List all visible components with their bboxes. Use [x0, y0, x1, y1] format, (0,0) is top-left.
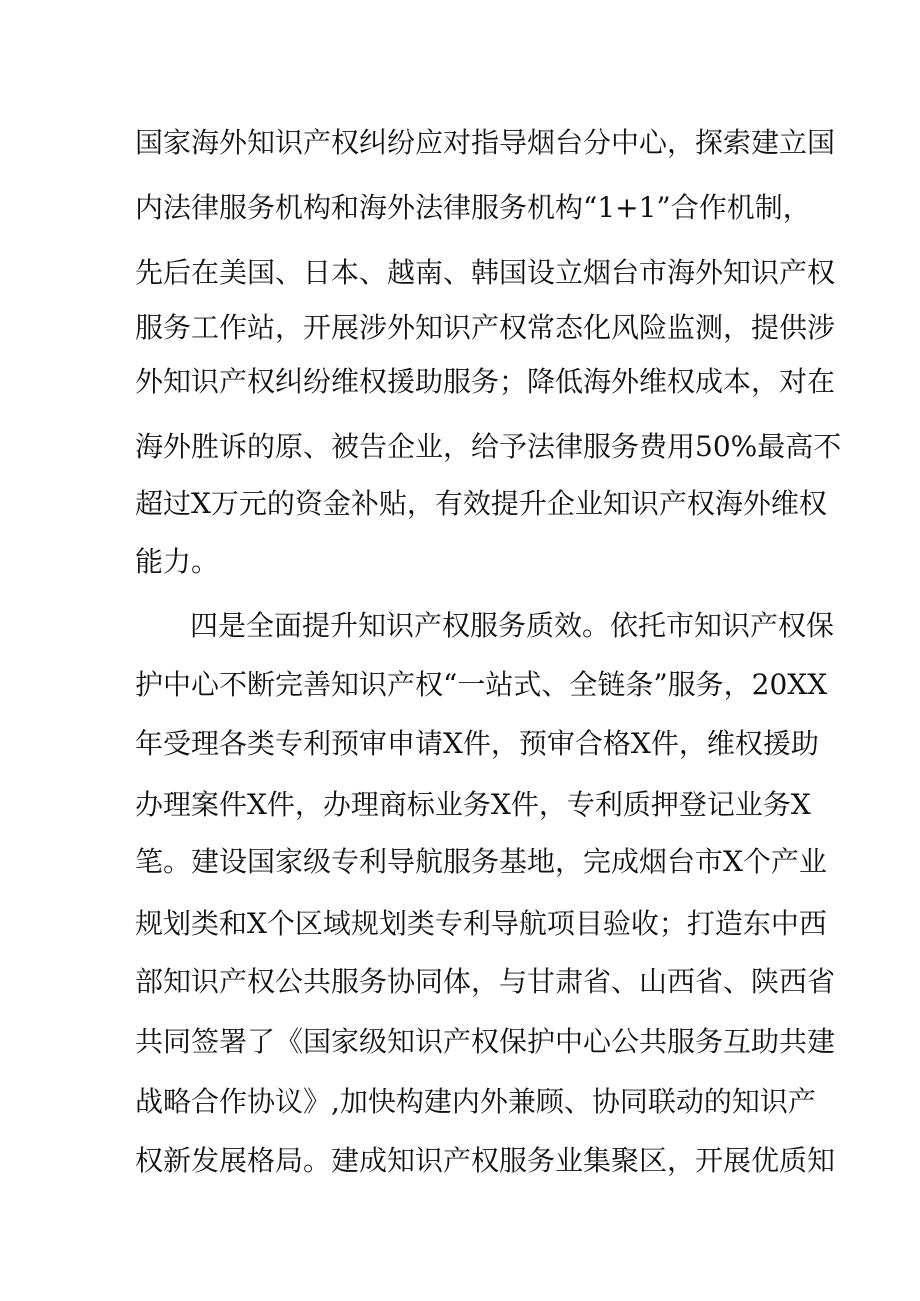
- text-line: 护中心不断完善知识产权“一站式、全链条”服务，20XX: [135, 668, 828, 701]
- text-line: 服务工作站，开展涉外知识产权常态化风险监测，提供涉: [135, 311, 836, 344]
- text-line: 规划类和X个区域规划类专利导航项目验收；打造东中西: [135, 907, 827, 940]
- text-line: 国家海外知识产权纠纷应对指导烟台分中心，探索建立国: [135, 126, 836, 159]
- text-line: 办理案件X件，办理商标业务X件，专利质押登记业务X: [135, 788, 811, 821]
- text-line: 先后在美国、日本、越南、韩国设立烟台市海外知识产权: [135, 256, 836, 289]
- text-line: 权新发展格局。建成知识产权服务业集聚区，开展优质知: [135, 1144, 836, 1177]
- text-line: 年受理各类专利预审申请X件，预审合格X件，维权援助: [135, 727, 819, 760]
- text-line: 战略合作协议》,加快构建内外兼顾、协同联动的知识产: [135, 1085, 816, 1118]
- text-line: 笔。建设国家级专利导航服务基地，完成烟台市X个产业: [135, 845, 827, 878]
- text-line: 能力。: [135, 545, 220, 578]
- text-line: 部知识产权公共服务协同体，与甘肃省、山西省、陕西省: [135, 965, 836, 998]
- text-line: 内法律服务机构和海外法律服务机构“1+1”合作机制，: [135, 191, 811, 224]
- text-line: 外知识产权纠纷维权援助服务；降低海外维权成本，对在: [135, 365, 836, 398]
- text-line: 海外胜诉的原、被告企业，给予法律服务费用50%最高不: [135, 430, 842, 463]
- text-line: 超过X万元的资金补贴，有效提升企业知识产权海外维权: [135, 487, 827, 520]
- text-line: 共同签署了《国家级知识产权保护中心公共服务互助共建: [135, 1025, 836, 1058]
- text-line-indented: 四是全面提升知识产权服务质效。依托市知识产权保: [190, 609, 835, 642]
